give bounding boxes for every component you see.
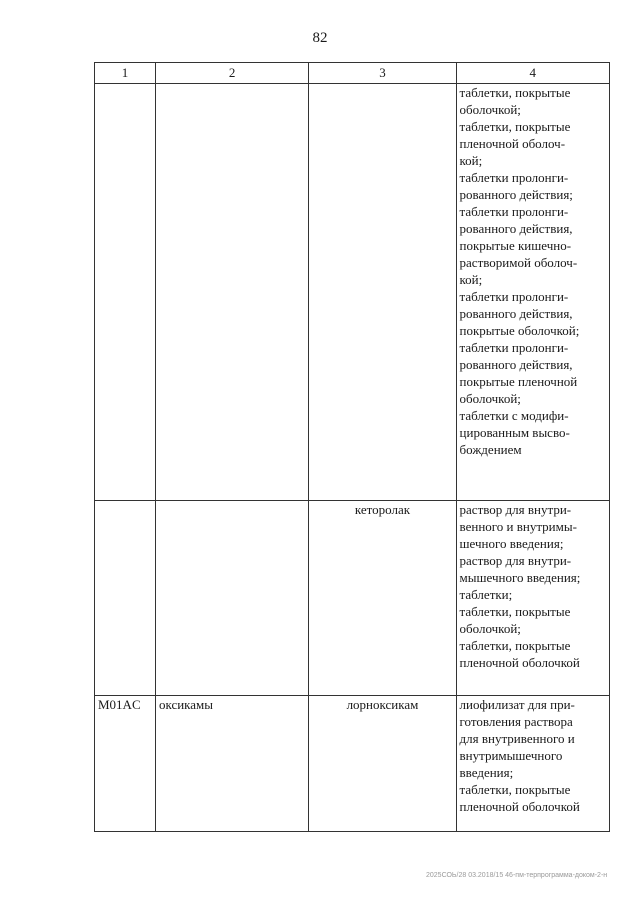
dosage-form-line: покрытые оболочкой; xyxy=(459,323,580,338)
dosage-form-line: таблетки, покрытые xyxy=(459,119,571,134)
dosage-form-line: кой; xyxy=(459,272,483,287)
dosage-forms-cell xyxy=(456,696,609,832)
dosage-forms-cell xyxy=(456,501,609,696)
dosage-form-line: таблетки пролонги- xyxy=(459,170,569,185)
table-row xyxy=(95,501,610,696)
dosage-form-line: таблетки, покрытые xyxy=(459,85,571,100)
dosage-form-line: лиофилизат для при- xyxy=(459,697,575,712)
drug-name-cell xyxy=(309,84,456,501)
dosage-form-line: таблетки; xyxy=(459,587,513,602)
dosage-form-line: для внутривенного и xyxy=(459,731,575,746)
medication-table xyxy=(94,62,610,832)
drug-name-cell: кеторолак xyxy=(309,501,456,696)
header-col-3: 3 xyxy=(309,63,456,84)
dosage-form-line: таблетки с модифи- xyxy=(459,408,569,423)
dosage-form-line: введения; xyxy=(459,765,514,780)
footer-stamp: 2025СОЬ/28 03.2018/15 46-пм-терпрограмма-доком-2-н xyxy=(426,872,608,879)
dosage-form-line: внутримышечного xyxy=(459,748,563,763)
dosage-form-line: покрытые кишечно- xyxy=(459,238,572,253)
drug-name-cell: лорноксикам xyxy=(309,696,456,832)
dosage-form-line: рованного действия, xyxy=(459,221,573,236)
page-number: 82 xyxy=(312,30,328,46)
dosage-form-line: таблетки пролонги- xyxy=(459,204,569,219)
dosage-form-line: таблетки пролонги- xyxy=(459,340,569,355)
dosage-form-line: покрытые пленочной xyxy=(459,374,578,389)
table-header-row xyxy=(95,63,610,84)
dosage-form-line: рованного действия, xyxy=(459,306,573,321)
group-cell xyxy=(155,501,308,696)
group-cell xyxy=(155,84,308,501)
header-col-4: 4 xyxy=(456,63,609,84)
dosage-form-line: оболочкой; xyxy=(459,391,521,406)
dosage-form-line: пленочной оболоч- xyxy=(459,136,566,151)
dosage-form-line: оболочкой; xyxy=(459,102,521,117)
table-row xyxy=(95,84,610,501)
dosage-form-line: пленочной оболочкой xyxy=(459,655,580,670)
dosage-form-line: рованного действия, xyxy=(459,357,573,372)
dosage-form-line: цированным высво- xyxy=(459,425,570,440)
dosage-form-line: таблетки пролонги- xyxy=(459,289,569,304)
dosage-forms-cell xyxy=(456,84,609,501)
table-row xyxy=(95,696,610,832)
header-col-2: 2 xyxy=(155,63,308,84)
dosage-form-line: таблетки, покрытые xyxy=(459,782,571,797)
dosage-form-line: растворимой оболоч- xyxy=(459,255,578,270)
dosage-form-line: таблетки, покрытые xyxy=(459,638,571,653)
dosage-form-line: раствор для внутри- xyxy=(459,502,572,517)
group-cell: оксикамы xyxy=(155,696,308,832)
dosage-form-line: таблетки, покрытые xyxy=(459,604,571,619)
header-col-1: 1 xyxy=(95,63,156,84)
atc-code-cell xyxy=(95,501,156,696)
dosage-form-line: рованного действия; xyxy=(459,187,573,202)
atc-code-cell: M01AC xyxy=(95,696,156,832)
dosage-form-line: шечного введения; xyxy=(459,536,564,551)
dosage-form-line: оболочкой; xyxy=(459,621,521,636)
dosage-form-line: кой; xyxy=(459,153,483,168)
dosage-form-line: бождением xyxy=(459,442,522,457)
dosage-form-line: раствор для внутри- xyxy=(459,553,572,568)
atc-code-cell xyxy=(95,84,156,501)
dosage-form-line: готовления раствора xyxy=(459,714,573,729)
dosage-form-line: пленочной оболочкой xyxy=(459,799,580,814)
dosage-form-line: венного и внутримы- xyxy=(459,519,577,534)
dosage-form-line: мышечного введения; xyxy=(459,570,581,585)
